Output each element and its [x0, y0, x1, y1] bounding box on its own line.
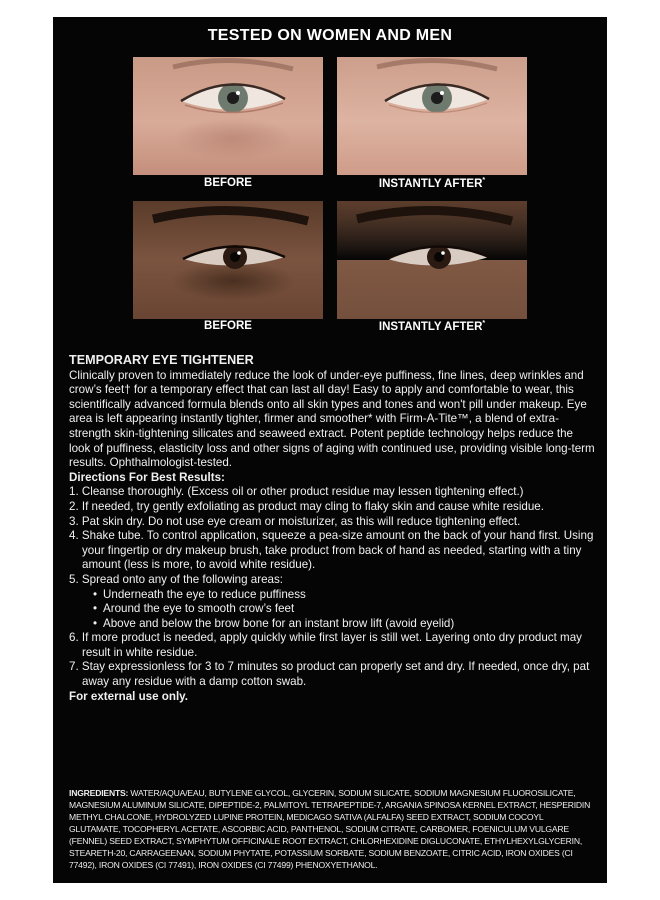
caption-after-man: INSTANTLY AFTER*: [378, 320, 486, 333]
direction-step: 3. Pat skin dry. Do not use eye cream or moisturizer, as this will reduce tightening effect.: [69, 514, 521, 528]
direction-step: 2. If needed, try gently exfoliating as product may cling to flaky skin and cause white residue.: [69, 499, 544, 513]
product-body: Clinically proven to immediately reduce the look of under-eye puffiness, fine lines, deep wrinkles and crow’s feet† for a temporary effect that can last all day! Easy to apply and comfortable to wear, this scientifically advanced formula blends onto all skin types and tones and won't pill under makeup. Eye area is left appearing instantly tighter, firmer and smoother* with Firm-A-Tite™, a blend of extra-strength skin-tightening silicates and seaweed extract. Potent peptide technology helps reduce the look of puffiness, elasticity loss and other signs of aging with continued use, providing visible long-term results. Ophthalmologist-tested.: [69, 368, 595, 470]
product-info-panel: [53, 17, 607, 883]
area-item: • Around the eye to smooth crow’s feet: [93, 602, 595, 617]
ingredients-list: [69, 787, 595, 871]
product-title: TEMPORARY EYE TIGHTENER: [69, 353, 254, 367]
application-areas-list: [69, 588, 595, 632]
ingredients-label: INGREDIENTS:: [69, 788, 129, 798]
caption-before-woman: BEFORE: [204, 177, 252, 189]
before-photo-man: [133, 201, 323, 319]
ingredients-text: WATER/AQUA/EAU, BUTYLENE GLYCOL, GLYCERIN, SODIUM SILICATE, SODIUM MAGNESIUM FLUOROSILICATE, MAGNESIUM ALUMINUM SILICATE, DIPEPTIDE-2, PALMITOYL TETRAPEPTIDE-7, ARGANIA SPINOSA KERNEL EXTRACT, HESPERIDIN METHYL CHALCONE, HYDROLYZED LUPINE PROTEIN, MEDICAGO SATIVA (ALFALFA) SEED EXTRACT, SODIUM COCOYL GLUTAMATE, TOCOPHERYL ACETATE, ASCORBIC ACID, PANTHENOL, SODIUM CITRATE, CARBOMER, FOENICULUM VULGARE (FENNEL) SEED EXTRACT, SYMPHYTUM OFFICINALE ROOT EXTRACT, CHLORHEXIDINE DIGLUCONATE, ETHYLHEXYLGLYCERIN, STEARETH-20, CARRAGEENAN, SODIUM PHYTATE, POTASSIUM SORBATE, SODIUM BENZOATE, CITRIC ACID, IRON OXIDES (CI 77492), IRON OXIDES (CI 77491), IRON OXIDES (CI 77499) PHENOXYETHANOL.: [69, 788, 591, 870]
after-photo-woman: [337, 57, 527, 175]
headline: TESTED ON WOMEN AND MEN: [207, 27, 453, 44]
directions-heading: Directions For Best Results:: [69, 470, 225, 484]
direction-step: 1. Cleanse thoroughly. (Excess oil or other product residue may lessen tightening effect.): [69, 485, 524, 499]
area-item: • Above and below the brow bone for an instant brow lift (avoid eyelid): [93, 617, 595, 632]
caption-after-woman: INSTANTLY AFTER*: [378, 177, 486, 190]
directions-list-continued: [69, 631, 595, 689]
direction-step: 5. Spread onto any of the following areas:: [69, 572, 283, 586]
product-description: [69, 353, 595, 704]
direction-step: 7. Stay expressionless for 3 to 7 minutes so product can properly set and dry. If needed, once dry, pat away any residue with a damp cotton swab.: [69, 660, 590, 689]
external-use-warning: For external use only.: [69, 689, 188, 703]
area-item: • Underneath the eye to reduce puffiness: [93, 588, 595, 603]
directions-list: [69, 485, 595, 587]
caption-before-man: BEFORE: [204, 320, 252, 332]
after-photo-man: [337, 201, 527, 319]
before-photo-woman: [133, 57, 323, 175]
direction-step: 4. Shake tube. To control application, squeeze a pea-size amount on the back of your hand first. Using your fingertip or dry makeup brush, take product from back of hand as needed, starting with a tiny amount (less is more, to avoid white residue).: [69, 529, 594, 572]
direction-step: 6. If more product is needed, apply quickly while first layer is still wet. Layering onto dry product may result in white residue.: [69, 631, 582, 659]
